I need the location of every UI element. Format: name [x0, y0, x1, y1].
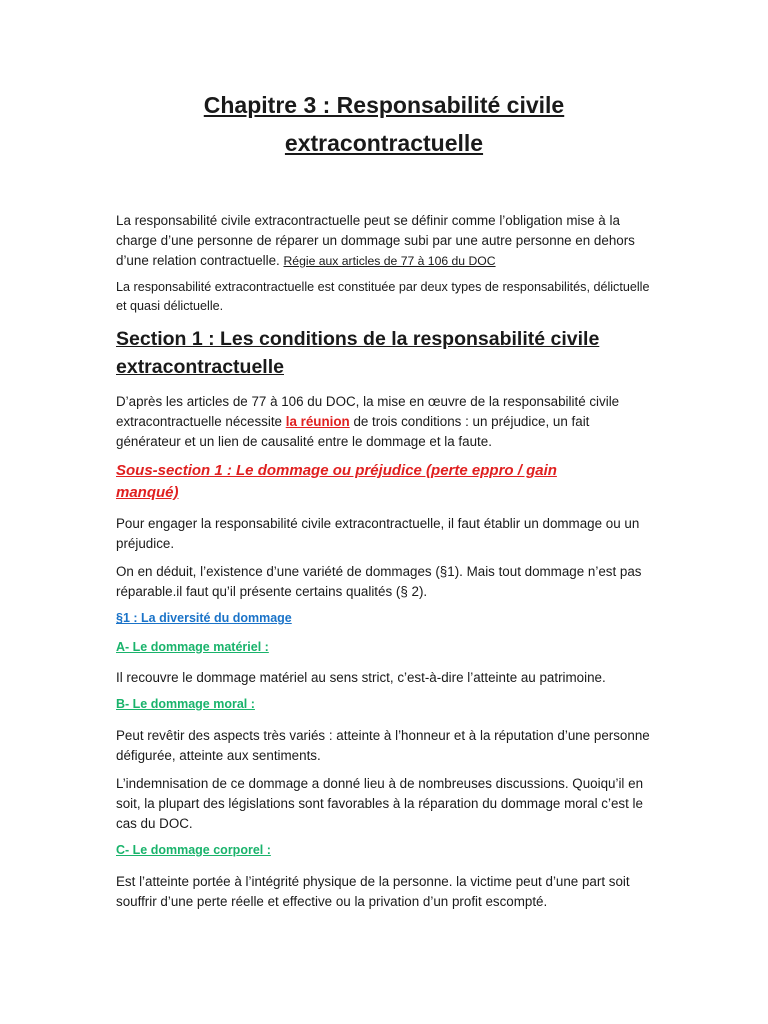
la-reunion-highlight: la réunion: [285, 414, 350, 429]
heading-dommage-moral: B- Le dommage moral :: [116, 697, 255, 711]
intro-paragraph: [116, 211, 656, 271]
deduit-paragraph: On en déduit, l’existence d’une variété de dommages (§1). Mais tout dommage n’est pas réparable.il faut qu’il présente certains qualités (§ 2).: [116, 564, 642, 599]
conditions-paragraph: [116, 392, 656, 452]
text-dommage-materiel: Il recouvre le dommage matériel au sens strict, c’est-à-dire l’atteinte au patrimoine.: [116, 670, 606, 685]
heading-dommage-corporel: C- Le dommage corporel :: [116, 843, 271, 857]
paragraph-1-heading: §1 : La diversité du dommage: [116, 611, 292, 625]
types-paragraph: La responsabilité extracontractuelle est constituée par deux types de responsabilités, délictuelle et quasi délictuelle.: [116, 280, 650, 313]
text-dommage-moral-1: Peut revêtir des aspects très variés : atteinte à l’honneur et à la réputation d’une personne défigurée, atteinte aux sentiments.: [116, 728, 650, 763]
engager-paragraph: Pour engager la responsabilité civile extracontractuelle, il faut établir un dommage ou un préjudice.: [116, 516, 640, 551]
chapter-title-line2: extracontractuelle: [284, 130, 484, 156]
section-1-line1: Section 1 : Les conditions de la responsabilité civile: [116, 328, 600, 350]
conditions-text-before: D’après les articles de 77 à 106 du DOC, la mise en œuvre de la responsabilité civile extracontractuelle nécessite: [116, 394, 620, 429]
subsection-1-heading: [116, 460, 656, 504]
chapter-title-line1: Chapitre 3 : Responsabilité civile: [203, 92, 565, 118]
text-dommage-moral-2: L’indemnisation de ce dommage a donné lieu à de nombreuses discussions. Quoiqu’il en soit, la plupart des législations sont favorables à la réparation du dommage moral c’est le cas du DOC.: [116, 776, 644, 831]
chapter-title: [0, 86, 768, 162]
text-dommage-corporel: Est l’atteinte portée à l’intégrité physique de la personne. la victime peut d’une part soit souffrir d’une perte réelle et effective ou la privation d’un profit escompté.: [116, 874, 630, 909]
subsection-1-line2: manqué): [116, 484, 179, 501]
conditions-text-after: de trois conditions : un préjudice, un fait générateur et un lien de causalité entre le dommage et la faute.: [116, 414, 590, 449]
intro-reference: Régie aux articles de 77 à 106 du DOC: [283, 254, 496, 268]
subsection-1-line1: Sous-section 1 : Le dommage ou préjudice (perte eppro / gain: [116, 462, 557, 479]
intro-text: La responsabilité civile extracontractuelle peut se définir comme l’obligation mise à la charge d’une personne de réparer un dommage subi par une autre personne en dehors d’une relation contractuelle.: [116, 213, 635, 268]
heading-dommage-materiel: A- Le dommage matériel :: [116, 640, 269, 654]
section-1-line2: extracontractuelle: [116, 356, 284, 378]
section-1-heading: [116, 325, 676, 381]
